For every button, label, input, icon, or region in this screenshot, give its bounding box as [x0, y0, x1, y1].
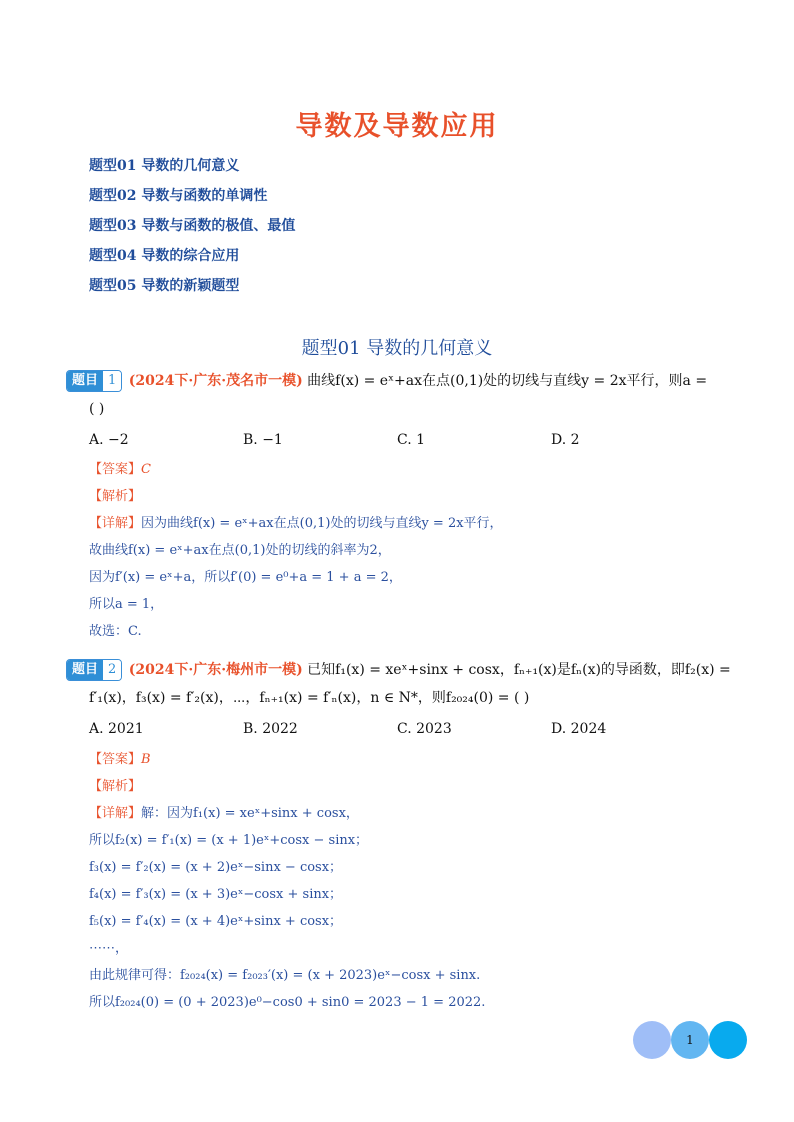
- footer-circle-decoration: [633, 1021, 671, 1059]
- solution-line: 由此规律可得：f₂₀₂₄(x) = f₂₀₂₃′(x) = (x + 2023)eˣ−cosx + sinx.: [89, 968, 481, 983]
- footer-circle-decoration: [709, 1021, 747, 1059]
- section-title: 题型01 导数的几何意义: [301, 338, 493, 359]
- toc-item[interactable]: 题型02 导数与函数的单调性: [89, 188, 268, 204]
- analysis-label: 【解析】: [89, 779, 142, 794]
- answer-value: B: [141, 752, 151, 767]
- question-badge: [66, 659, 122, 681]
- question-stem-continued: ( ): [89, 401, 105, 417]
- choice-a: A. −2: [89, 432, 129, 448]
- question-header: [66, 659, 746, 681]
- answer-label: 【答案】: [89, 462, 142, 477]
- answer-label: 【答案】: [89, 752, 142, 767]
- detail-label: 【详解】: [89, 806, 142, 821]
- solution-line: f₅(x) = f′₄(x) = (x + 4)eˣ+sinx + cosx；: [89, 914, 343, 929]
- page-footer: [633, 1021, 753, 1063]
- choice-a: A. 2021: [89, 721, 144, 737]
- toc-item[interactable]: 题型05 导数的新颖题型: [89, 278, 240, 294]
- solution-block: [89, 750, 759, 1020]
- solution-text: 因为曲线f(x) = eˣ+ax在点(0,1)处的切线与直线y = 2x平行，: [141, 516, 503, 531]
- question-header: [66, 370, 746, 392]
- answer-value: C: [141, 462, 151, 477]
- solution-line: f₄(x) = f′₃(x) = (x + 3)eˣ−cosx + sinx；: [89, 887, 343, 902]
- solution-block: [89, 460, 759, 649]
- solution-line: f₃(x) = f′₂(x) = (x + 2)eˣ−sinx − cosx；: [89, 860, 343, 875]
- badge-number: 2: [103, 660, 121, 680]
- page-number: 1: [686, 1033, 694, 1047]
- badge-number: 1: [103, 371, 121, 391]
- choice-b: B. −1: [243, 432, 283, 448]
- analysis-label-line: [89, 487, 759, 514]
- solution-line: ⋯⋯，: [89, 941, 129, 956]
- solution-line: 故曲线f(x) = eˣ+ax在点(0,1)处的切线的斜率为2，: [89, 543, 391, 558]
- answer-line: [89, 750, 759, 777]
- toc-item[interactable]: 题型03 导数与函数的极值、最值: [89, 218, 296, 234]
- solution-line: 所以f₂(x) = f′₁(x) = (x + 1)eˣ+cosx − sinx；: [89, 833, 369, 848]
- solution-line: 所以a = 1，: [89, 597, 164, 612]
- solution-text: 解：因为f₁(x) = xeˣ+sinx + cosx，: [141, 806, 359, 821]
- choice-b: B. 2022: [243, 721, 298, 737]
- choice-c: C. 1: [397, 432, 426, 448]
- question-source: (2024下·广东·茂名市一模): [128, 373, 303, 389]
- question-stem-continued: f′₁(x)，f₃(x) = f′₂(x)，⋯，fₙ₊₁(x) = f′ₙ(x)，n ∈ N*，则f₂₀₂₄(0) = ( ): [89, 690, 530, 706]
- analysis-label: 【解析】: [89, 489, 142, 504]
- solution-line: 故选：C.: [89, 624, 142, 639]
- badge-label: 题目: [67, 371, 103, 391]
- toc-item[interactable]: 题型01 导数的几何意义: [89, 158, 240, 174]
- choice-d: D. 2024: [551, 721, 607, 737]
- solution-line: 所以f₂₀₂₄(0) = (0 + 2023)e⁰−cos0 + sin0 = 2023 − 1 = 2022.: [89, 995, 486, 1010]
- answer-line: [89, 460, 759, 487]
- choice-d: D. 2: [551, 432, 580, 448]
- solution-line: [89, 804, 759, 831]
- question-source: (2024下·广东·梅州市一模): [128, 662, 303, 678]
- question-stem: 已知f₁(x) = xeˣ+sinx + cosx，fₙ₊₁(x)是fₙ(x)的导函数，即f₂(x) =: [307, 662, 731, 678]
- choice-c: C. 2023: [397, 721, 452, 737]
- question-badge: [66, 370, 122, 392]
- analysis-label-line: [89, 777, 759, 804]
- solution-line: [89, 514, 759, 541]
- solution-line: 因为f′(x) = eˣ+a，所以f′(0) = e⁰+a = 1 + a = 2，: [89, 570, 402, 585]
- toc-item[interactable]: 题型04 导数的综合应用: [89, 248, 240, 264]
- table-of-contents: [89, 156, 295, 306]
- badge-label: 题目: [67, 660, 103, 680]
- question-stem: 曲线f(x) = eˣ+ax在点(0,1)处的切线与直线y = 2x平行，则a =: [307, 373, 708, 389]
- page-title: 导数及导数应用: [295, 111, 499, 142]
- detail-label: 【详解】: [89, 516, 142, 531]
